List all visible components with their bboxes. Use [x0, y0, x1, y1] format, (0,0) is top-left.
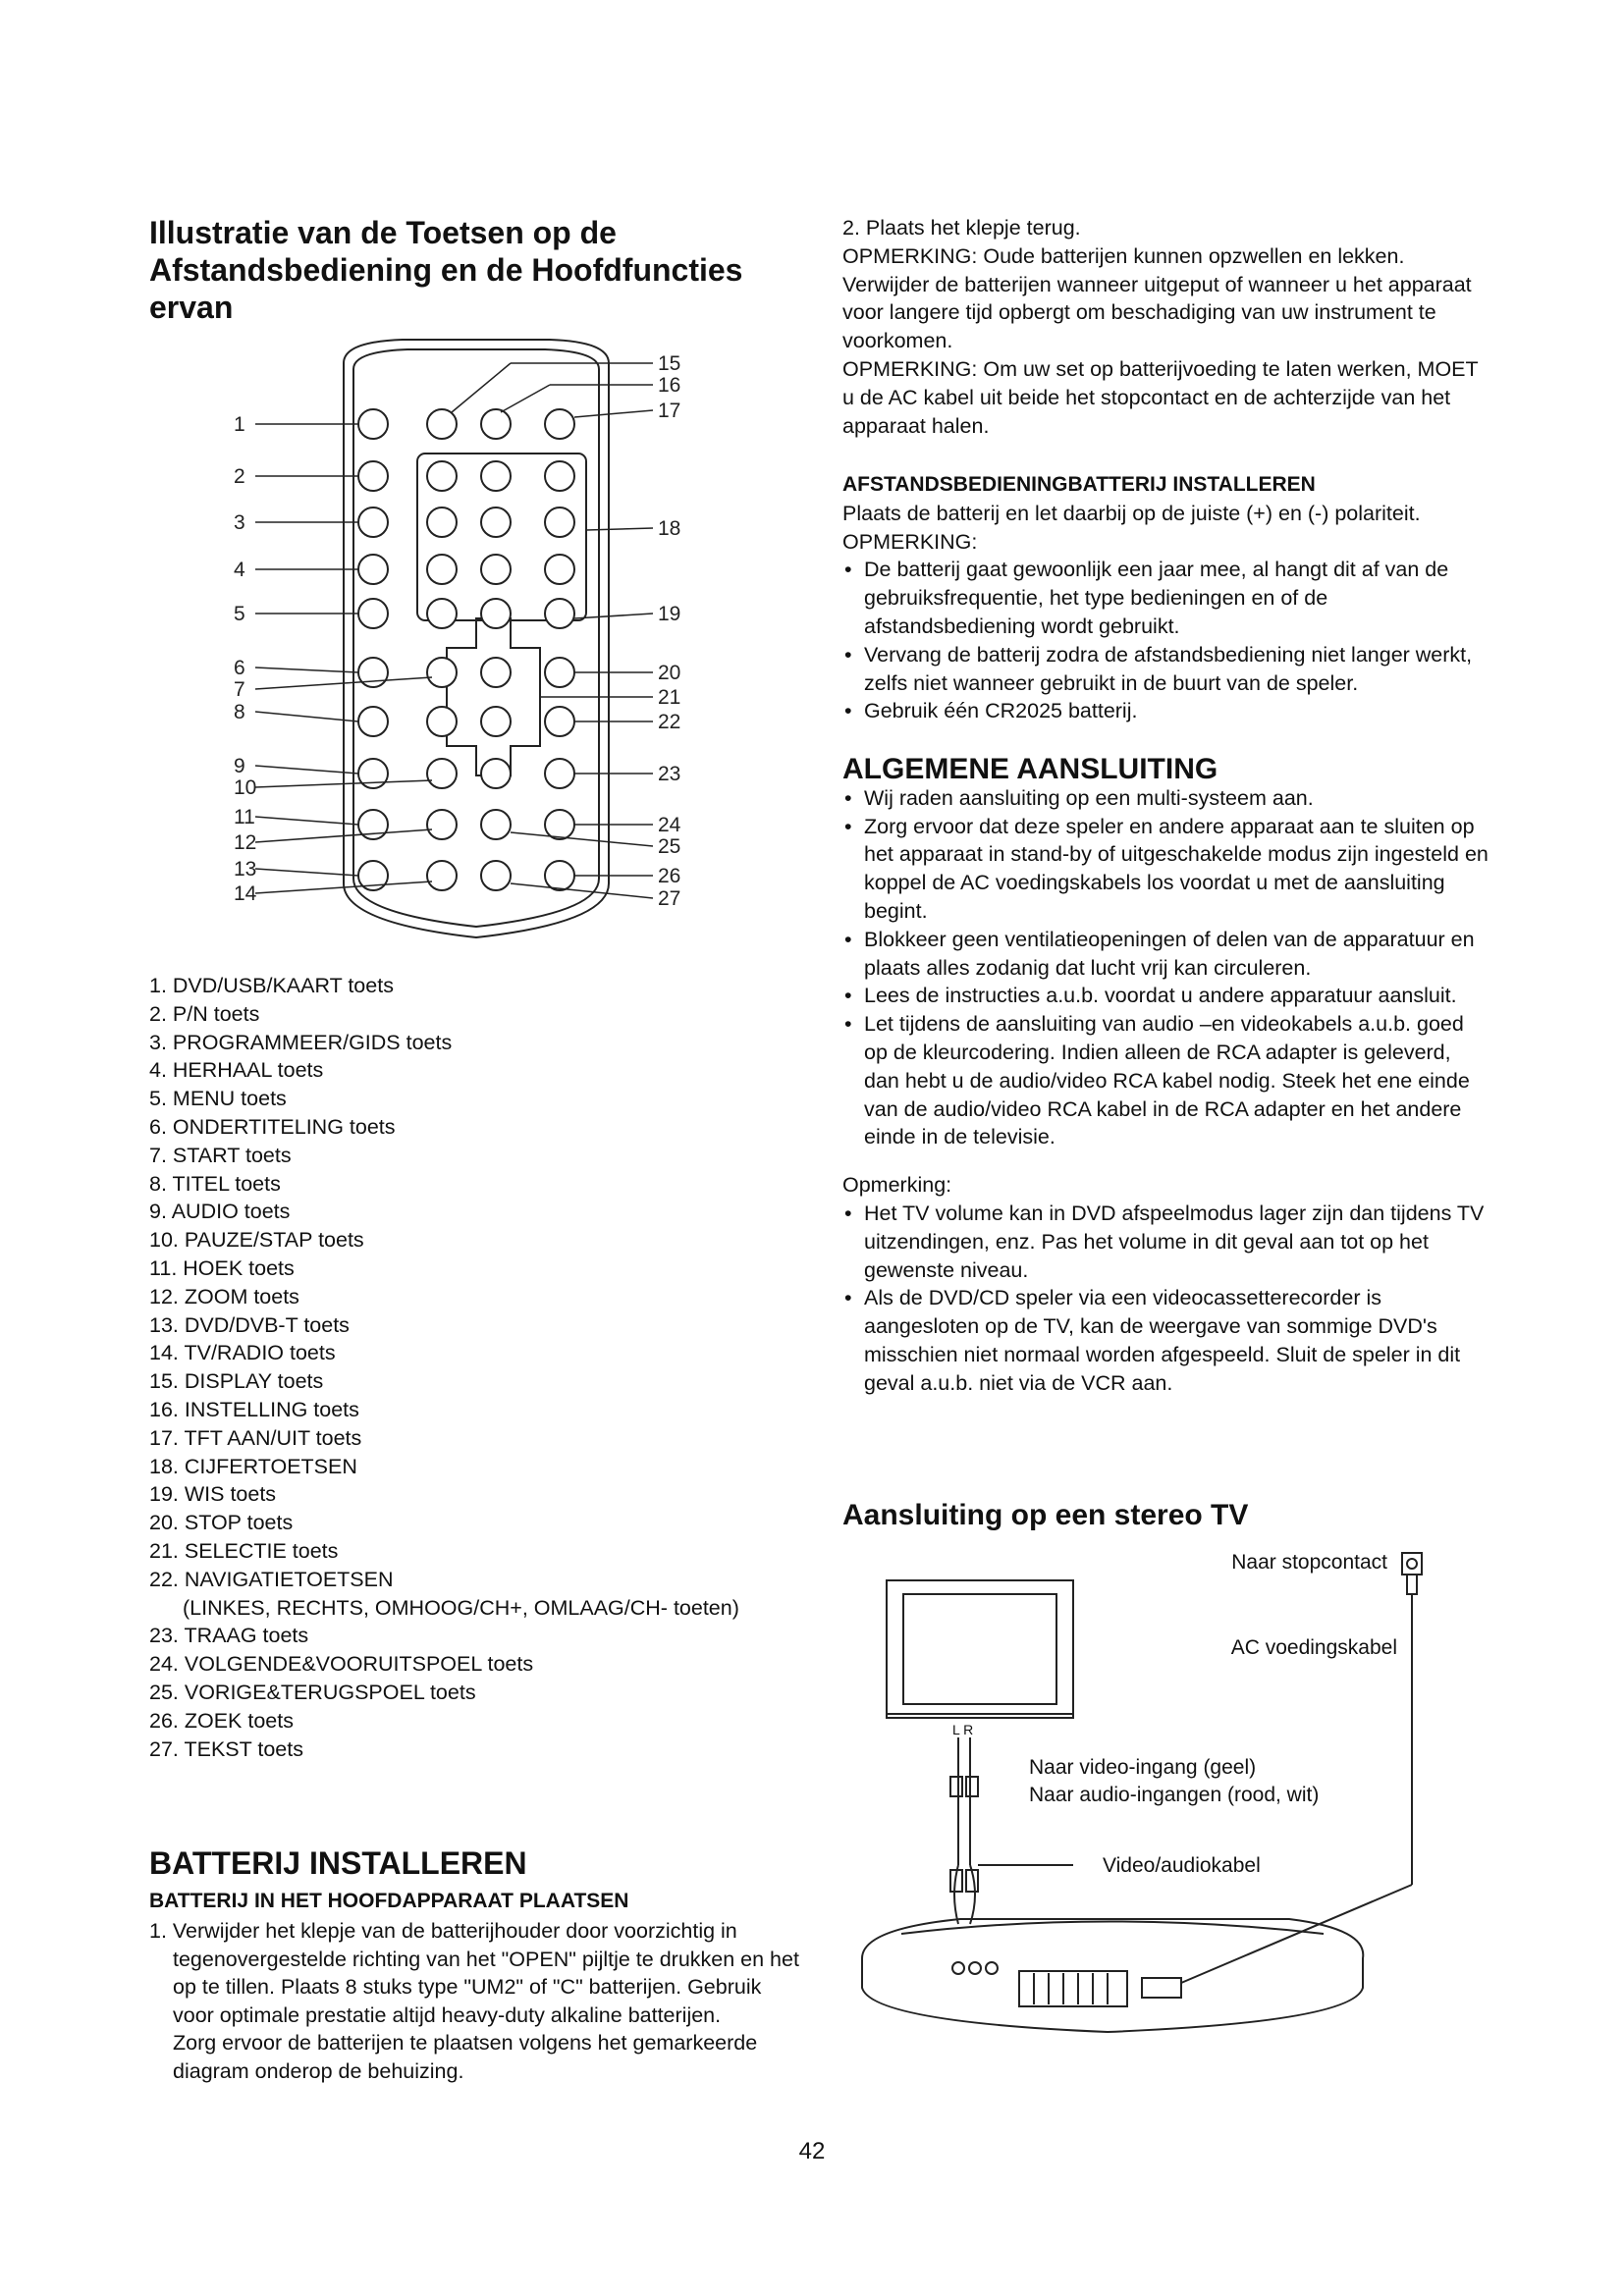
list-item: 9. AUDIO toets: [149, 1200, 291, 1224]
remote-diagram: [216, 334, 727, 962]
general-connection-section: [842, 753, 1490, 1398]
list-item: 5. MENU toets: [149, 1087, 287, 1111]
svg-text:25: 25: [658, 835, 681, 858]
remote-label-1: 1: [234, 413, 245, 436]
svg-text:18: 18: [658, 517, 681, 540]
list-item: 11. HOEK toets: [149, 1255, 295, 1280]
list-item: 14. TV/RADIO toets: [149, 1341, 336, 1365]
list-item: 12. ZOOM toets: [149, 1284, 299, 1308]
remote-battery-title: AFSTANDSBEDIENINGBATTERIJ INSTALLEREN: [842, 473, 1316, 496]
list-item: 15. DISPLAY toets: [149, 1369, 324, 1394]
remote-section-title: Illustratie van de Toetsen op de Afstandsbediening en de Hoofdfuncties ervan: [149, 215, 743, 325]
list-item: • Let tijdens de aansluiting van audio –en videokabels a.u.b. goed op de kleurcodering. Indien alleen de RCA adapter is geleverd, dan hebt u de audio/video RCA kabel nodig. Steek het ene einde van de audio/video RCA kabel in de RCA adapter en het andere einde in de televisie.: [842, 1010, 1490, 1151]
label-av-cable: Video/audiokabel: [1103, 1854, 1261, 1877]
list-item: • Als de DVD/CD speler via een videocassetterecorder is aangesloten op de TV, kan de weergave van sommige DVD's misschien niet normaal worden afgespeeld. Sluit de speler in dit geval a.u.b. niet via de VCR aan.: [842, 1284, 1490, 1397]
svg-text:4: 4: [234, 559, 245, 581]
list-item: 23. TRAAG toets: [149, 1624, 309, 1648]
list-item: 13. DVD/DVB-T toets: [149, 1312, 350, 1337]
svg-text:22: 22: [658, 711, 681, 733]
remote-battery-section: [842, 471, 1490, 725]
list-item: 8. TITEL toets: [149, 1171, 281, 1196]
list-item: 19. WIS toets: [149, 1482, 277, 1507]
list-item: • Blokkeer geen ventilatieopeningen of delen van de apparatuur en plaats alles zodanig dat lucht vrij kan circuleren.: [842, 926, 1490, 983]
svg-text:19: 19: [658, 603, 681, 625]
list-item: • Zorg ervoor dat deze speler en andere apparaat aan te sluiten op het apparaat in stand-by of uitgeschakelde modus zijn ingesteld en koppel de AC voedingskabels los voordat u met de aansluiting begint.: [842, 813, 1490, 926]
svg-text:2: 2: [234, 465, 245, 488]
list-item: 4. HERHAAL toets: [149, 1058, 324, 1083]
list-item: 6. ONDERTITELING toets: [149, 1114, 396, 1139]
note-paragraph: OPMERKING: Oude batterijen kunnen opzwellen en lekken. Verwijder de batterijen wanneer uitgeput of wanneer u het apparaat voor langere tijd opbergt om beschadiging van uw instrument te voorkomen.: [842, 243, 1472, 353]
svg-text:12: 12: [234, 831, 257, 854]
battery-section-title: BATTERIJ INSTALLEREN: [149, 1845, 527, 1881]
list-item: • Gebruik één CR2025 batterij.: [842, 697, 1490, 725]
svg-text:27: 27: [658, 887, 681, 910]
list-item: • Lees de instructies a.u.b. voordat u andere apparatuur aansluit.: [842, 982, 1490, 1010]
svg-text:9: 9: [234, 755, 245, 777]
label-outlet: Naar stopcontact: [1231, 1551, 1387, 1574]
stereo-tv-title: Aansluiting op een stereo TV: [842, 1499, 1249, 1531]
svg-text:20: 20: [658, 662, 681, 684]
svg-text:15: 15: [658, 352, 681, 375]
note-label: Opmerking:: [842, 1173, 952, 1198]
list-item: 17. TFT AAN/UIT toets: [149, 1425, 362, 1450]
page-number: 42: [798, 2138, 826, 2164]
list-item: 27. TEKST toets: [149, 1736, 303, 1761]
list-item: • Wij raden aansluiting op een multi-systeem aan.: [842, 784, 1490, 813]
svg-text:23: 23: [658, 763, 681, 785]
battery-step-1: 1. Verwijder het klepje van de batterijhouder door voorzichtig in tegenovergestelde richting van het "OPEN" pijltje te drukken en het op te tillen. Plaats 8 stuks type "UM2" of "C" batterijen. Gebruik voor optimale prestatie altijd heavy-duty alkaline batterijen.: [149, 1919, 799, 2027]
label-ac-cable: AC voedingskabel: [1230, 1636, 1397, 1659]
list-item: 26. ZOEK toets: [149, 1708, 294, 1733]
svg-text:26: 26: [658, 865, 681, 887]
svg-text:3: 3: [234, 511, 245, 534]
list-item: 3. PROGRAMMEER/GIDS toets: [149, 1030, 453, 1054]
svg-text:7: 7: [234, 678, 245, 701]
label-audio-input: Naar audio-ingangen (rood, wit): [1029, 1784, 1320, 1806]
list-item: 21. SELECTIE toets: [149, 1538, 339, 1563]
list-item: 7. START toets: [149, 1143, 292, 1167]
list-item: 25. VORIGE&TERUGSPOEL toets: [149, 1680, 476, 1704]
remote-battery-text: Plaats de batterij en let daarbij op de juiste (+) en (-) polariteit.: [842, 501, 1421, 525]
label-lr: L R: [952, 1722, 974, 1737]
note-paragraph: OPMERKING: Om uw set op batterijvoeding te laten werken, MOET u de AC kabel uit beide het stopcontact en de achterzijde van het apparaat halen.: [842, 356, 1479, 438]
battery-step-1-note: Zorg ervoor de batterijen te plaatsen volgens het gemarkeerde diagram onderop de behuizing.: [173, 2031, 758, 2083]
list-item: 20. STOP toets: [149, 1511, 294, 1535]
svg-text:13: 13: [234, 858, 257, 881]
list-item: 24. VOLGENDE&VOORUITSPOEL toets: [149, 1652, 534, 1677]
list-item: • De batterij gaat gewoonlijk een jaar mee, al hangt dit af van de gebruiksfrequentie, het type bedieningen en of de afstandsbediening wordt gebruikt.: [842, 556, 1490, 640]
list-item: 2. P/N toets: [149, 1001, 260, 1026]
list-item: 10. PAUZE/STAP toets: [149, 1228, 364, 1253]
svg-text:11: 11: [234, 806, 255, 828]
intro-line: 2. Plaats het klepje terug.: [842, 216, 1081, 240]
svg-text:17: 17: [658, 400, 681, 422]
list-item-detail: (LINKES, RECHTS, OMHOOG/CH+, OMLAAG/CH- toeten): [183, 1595, 739, 1620]
button-function-list: [149, 972, 778, 1763]
battery-subtitle: BATTERIJ IN HET HOOFDAPPARAAT PLAATSEN: [149, 1890, 629, 1912]
general-connection-title: ALGEMENE AANSLUITING: [842, 753, 1218, 785]
label-video-input: Naar video-ingang (geel): [1029, 1756, 1257, 1779]
list-item: 16. INSTELLING toets: [149, 1397, 359, 1421]
battery-instructions: [149, 1917, 807, 2085]
list-item: 22. NAVIGATIETOETSEN: [149, 1567, 394, 1591]
svg-text:21: 21: [658, 686, 681, 709]
stereo-tv-title-wrap: [842, 1499, 1490, 1531]
svg-text:10: 10: [234, 776, 257, 799]
remote-battery-note: OPMERKING:: [842, 529, 978, 554]
svg-text:16: 16: [658, 374, 681, 397]
svg-text:6: 6: [234, 657, 245, 679]
svg-text:24: 24: [658, 814, 681, 836]
list-item: 18. CIJFERTOETSEN: [149, 1454, 357, 1478]
svg-text:14: 14: [234, 882, 257, 905]
list-item: 1. DVD/USB/KAART toets: [149, 974, 394, 997]
remote-buttons: [358, 409, 574, 890]
list-item: • Vervang de batterij zodra de afstandsbediening niet langer werkt, zelfs niet wanneer gebruikt in de buurt van de speler.: [842, 641, 1490, 698]
svg-text:5: 5: [234, 603, 245, 625]
stereo-tv-diagram: [842, 1541, 1490, 2061]
svg-text:8: 8: [234, 701, 245, 723]
list-item: • Het TV volume kan in DVD afspeelmodus lager zijn dan tijdens TV uitzendingen, enz. Pas het volume in dit geval aan tot op het gewenste niveau.: [842, 1200, 1490, 1284]
battery-notes: [842, 214, 1490, 440]
